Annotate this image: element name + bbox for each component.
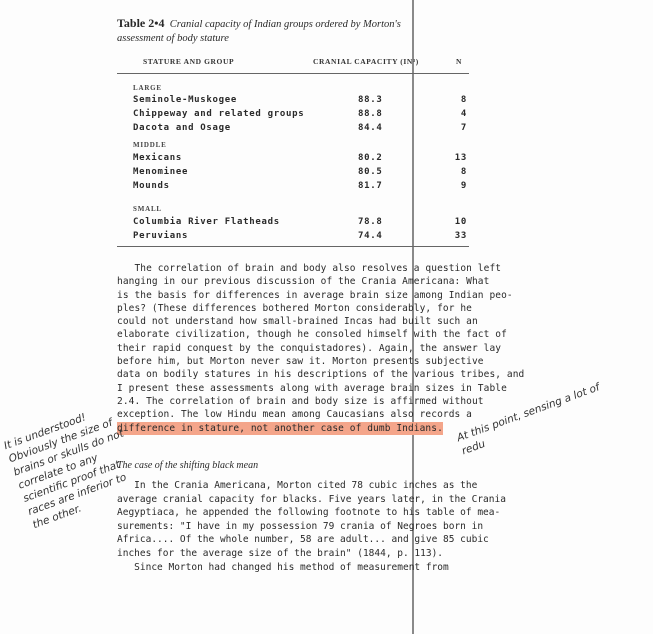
handwritten-note-left: It is understood! Obviously the size of brains or skulls do not correlate to any scientific proof that races are inferior to the other. [2, 411, 129, 532]
text-line: their rapid conquest by the conquistadores). Again, the answer lay [117, 342, 502, 354]
section-subheading: The case of the shifting black mean [117, 460, 259, 471]
text-line: elaborate civilization, though he consoled himself with the fact of [117, 329, 507, 341]
group-label-small: SMALL [133, 205, 162, 213]
handwritten-note-right: At this point, sensing a lot of redu [455, 381, 602, 458]
table-rule [117, 73, 469, 74]
row-capacity: 81.7 [358, 181, 383, 191]
row-capacity: 80.2 [358, 153, 383, 163]
table-row [133, 109, 468, 121]
text-line: Africa.... Of the whole number, 58 are adult... and give 85 cubic [117, 534, 489, 546]
text-line: In the Crania Americana, Morton cited 78 cubic inches as the [117, 480, 478, 491]
row-group: Chippeway and related groups [133, 109, 305, 119]
row-group: Columbia River Flatheads [133, 217, 280, 227]
row-n: 8 [460, 167, 467, 177]
row-n: 33 [454, 231, 467, 241]
header-cranial-capacity: CRANIAL CAPACITY (IN³) [313, 57, 419, 66]
table-row [133, 153, 468, 165]
text-line: inches for the average size of the brain" (1844, p. 113). [117, 547, 444, 559]
row-group: Mounds [133, 181, 170, 191]
text-line: ples? (These differences bothered Morton considerably, for he [117, 302, 472, 314]
table-row [133, 217, 468, 229]
text-line: average cranial capacity for blacks. Five years later, in the Crania [117, 493, 506, 505]
group-label-large: LARGE [133, 84, 162, 92]
header-n: N [456, 57, 463, 66]
row-group: Menominee [133, 167, 189, 177]
row-group: Seminole-Muskogee [133, 95, 238, 105]
table-bottom-rule [117, 246, 469, 247]
row-capacity: 74.4 [358, 231, 383, 241]
text-line: is the basis for differences in average brain size among Indian peo- [117, 289, 513, 301]
row-group: Dacota and Osage [133, 123, 231, 133]
table-row [133, 167, 468, 179]
row-group: Mexicans [133, 153, 182, 163]
header-stature-group: STATURE AND GROUP [143, 57, 235, 66]
row-capacity: 80.5 [358, 167, 383, 177]
text-line: exception. The low Hindu mean among Caucasians also records a [117, 409, 472, 421]
row-capacity: 84.4 [358, 123, 383, 133]
text-line: The correlation of brain and body also resolves a question left [117, 263, 502, 274]
row-n: 4 [460, 109, 467, 119]
table-row [133, 181, 468, 193]
text-line: Aegyptiaca, he appended the following footnote to his table of mea- [117, 507, 501, 519]
text-line: data on bodily statures in his descriptions of the various tribes, and [117, 369, 525, 381]
text-line: surements: "I have in my possession 79 crania of Negroes born in [117, 520, 484, 532]
table-row [133, 231, 468, 243]
body-paragraph-1 [117, 262, 525, 435]
text-line: Since Morton had changed his method of measurement from [117, 561, 449, 573]
row-n: 7 [460, 123, 467, 133]
table-caption [117, 16, 417, 46]
table-title: Cranial capacity of Indian groups ordered by Morton's assessment of body stature [117, 19, 401, 44]
row-n: 9 [460, 181, 467, 191]
row-n: 10 [454, 217, 467, 227]
text-line: could not understand how small-brained Incas had built such an [117, 316, 478, 328]
row-capacity: 88.8 [358, 109, 383, 119]
text-line: I present these assessments along with average brain sizes in Table [117, 382, 507, 394]
row-capacity: 88.3 [358, 95, 383, 105]
row-n: 8 [460, 95, 467, 105]
highlighted-sentence: difference in stature, not another case of dumb Indians. [117, 422, 443, 434]
row-n: 13 [454, 153, 467, 163]
table-row [133, 95, 468, 107]
body-paragraph-2 [117, 479, 506, 574]
text-line: 2.4. The correlation of brain and body size is affirmed without [117, 395, 484, 407]
table-number: Table 2•4 [117, 16, 165, 30]
row-capacity: 78.8 [358, 217, 383, 227]
text-line: hanging in our previous discussion of the Crania Americana: What [117, 276, 490, 288]
text-line: before him, but Morton never saw it. Morton presents subjective [117, 356, 484, 368]
row-group: Peruvians [133, 231, 189, 241]
group-label-middle: MIDDLE [133, 141, 167, 149]
table-row [133, 123, 468, 135]
